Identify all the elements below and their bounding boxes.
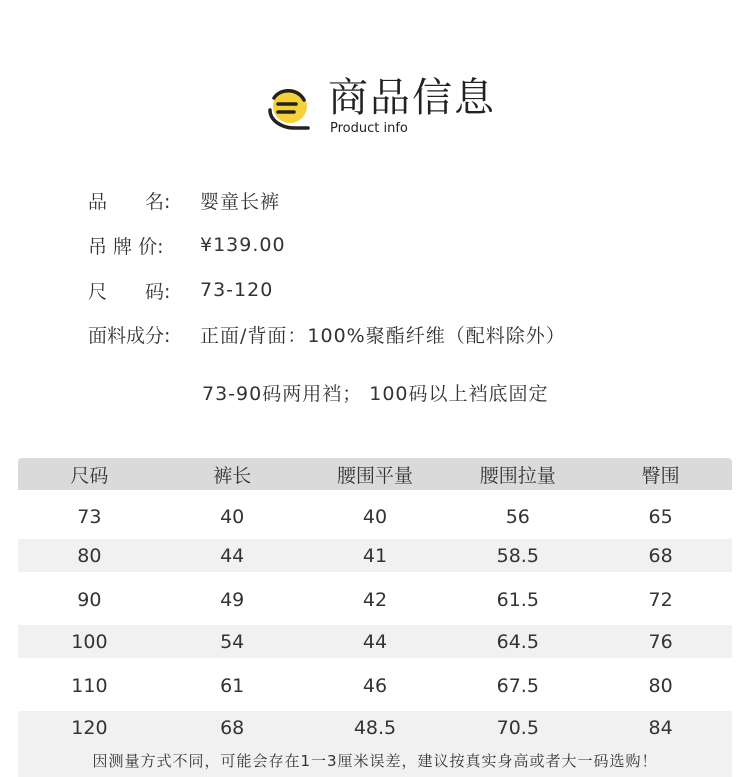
table-cell: 46 — [362, 674, 388, 697]
table-cell: 110 — [71, 674, 108, 697]
info-value: 正面/背面：100%聚酯纤维（配料除外） — [200, 324, 566, 347]
header-cell: 裤长 — [213, 464, 252, 487]
table-cell: 54 — [220, 630, 245, 653]
table-row — [18, 625, 732, 658]
info-label: 尺 码: — [88, 280, 171, 303]
header-cell: 腰围拉量 — [479, 464, 556, 487]
header-cell: 尺码 — [70, 464, 109, 487]
table-cell: 73 — [77, 505, 102, 528]
table-cell: 70.5 — [496, 716, 539, 739]
info-row-size — [88, 276, 273, 304]
table-row — [18, 711, 732, 744]
info-value: ¥139.00 — [200, 234, 286, 256]
table-cell: 41 — [362, 544, 388, 567]
section-header — [264, 76, 504, 138]
table-cell: 65 — [648, 505, 673, 528]
table-cell: 42 — [362, 588, 388, 611]
table-cell: 44 — [362, 630, 388, 653]
table-cell: 58.5 — [496, 544, 539, 567]
table-cell: 40 — [362, 505, 388, 528]
table-cell: 44 — [220, 544, 245, 567]
table-row — [18, 500, 732, 533]
table-cell: 90 — [77, 588, 102, 611]
crotch-note: 73-90码两用裆； 100码以上裆底固定 — [202, 383, 549, 405]
info-row-fabric — [88, 320, 566, 348]
table-cell: 56 — [505, 505, 530, 528]
info-row-name — [88, 186, 280, 214]
table-row — [18, 669, 732, 702]
table-cell: 80 — [648, 674, 673, 697]
table-cell: 80 — [77, 544, 102, 567]
table-cell: 49 — [220, 588, 245, 611]
table-cell: 76 — [648, 630, 673, 653]
table-row — [18, 583, 732, 616]
measurement-disclaimer: 因测量方式不同，可能会存在1一3厘米误差，建议按真实身高或者大一码选购！ — [18, 744, 732, 777]
table-cell: 68 — [220, 716, 245, 739]
info-label: 面料成分: — [88, 324, 171, 347]
info-label: 品 名: — [88, 190, 171, 213]
table-cell: 40 — [220, 505, 245, 528]
page-title: 商品信息 — [328, 75, 496, 121]
table-cell: 61 — [220, 674, 245, 697]
table-cell: 64.5 — [496, 630, 539, 653]
info-label: 吊 牌 价: — [88, 235, 164, 258]
document-lines-icon — [264, 84, 312, 132]
page-subtitle: Product info — [330, 121, 408, 136]
header-cell: 腰围平量 — [336, 464, 413, 487]
table-cell: 120 — [71, 716, 108, 739]
table-cell: 72 — [648, 588, 673, 611]
table-header — [18, 458, 732, 490]
table-cell: 48.5 — [353, 716, 397, 739]
table-cell: 67.5 — [496, 674, 539, 697]
table-cell: 61.5 — [496, 588, 539, 611]
info-value: 73-120 — [200, 279, 274, 301]
table-cell: 68 — [648, 544, 673, 567]
info-row-price — [88, 231, 286, 259]
table-cell: 100 — [71, 630, 108, 653]
info-value: 婴童长裤 — [200, 190, 281, 213]
table-row — [18, 539, 732, 572]
table-cell: 84 — [648, 716, 673, 739]
header-cell: 臀围 — [641, 464, 680, 487]
